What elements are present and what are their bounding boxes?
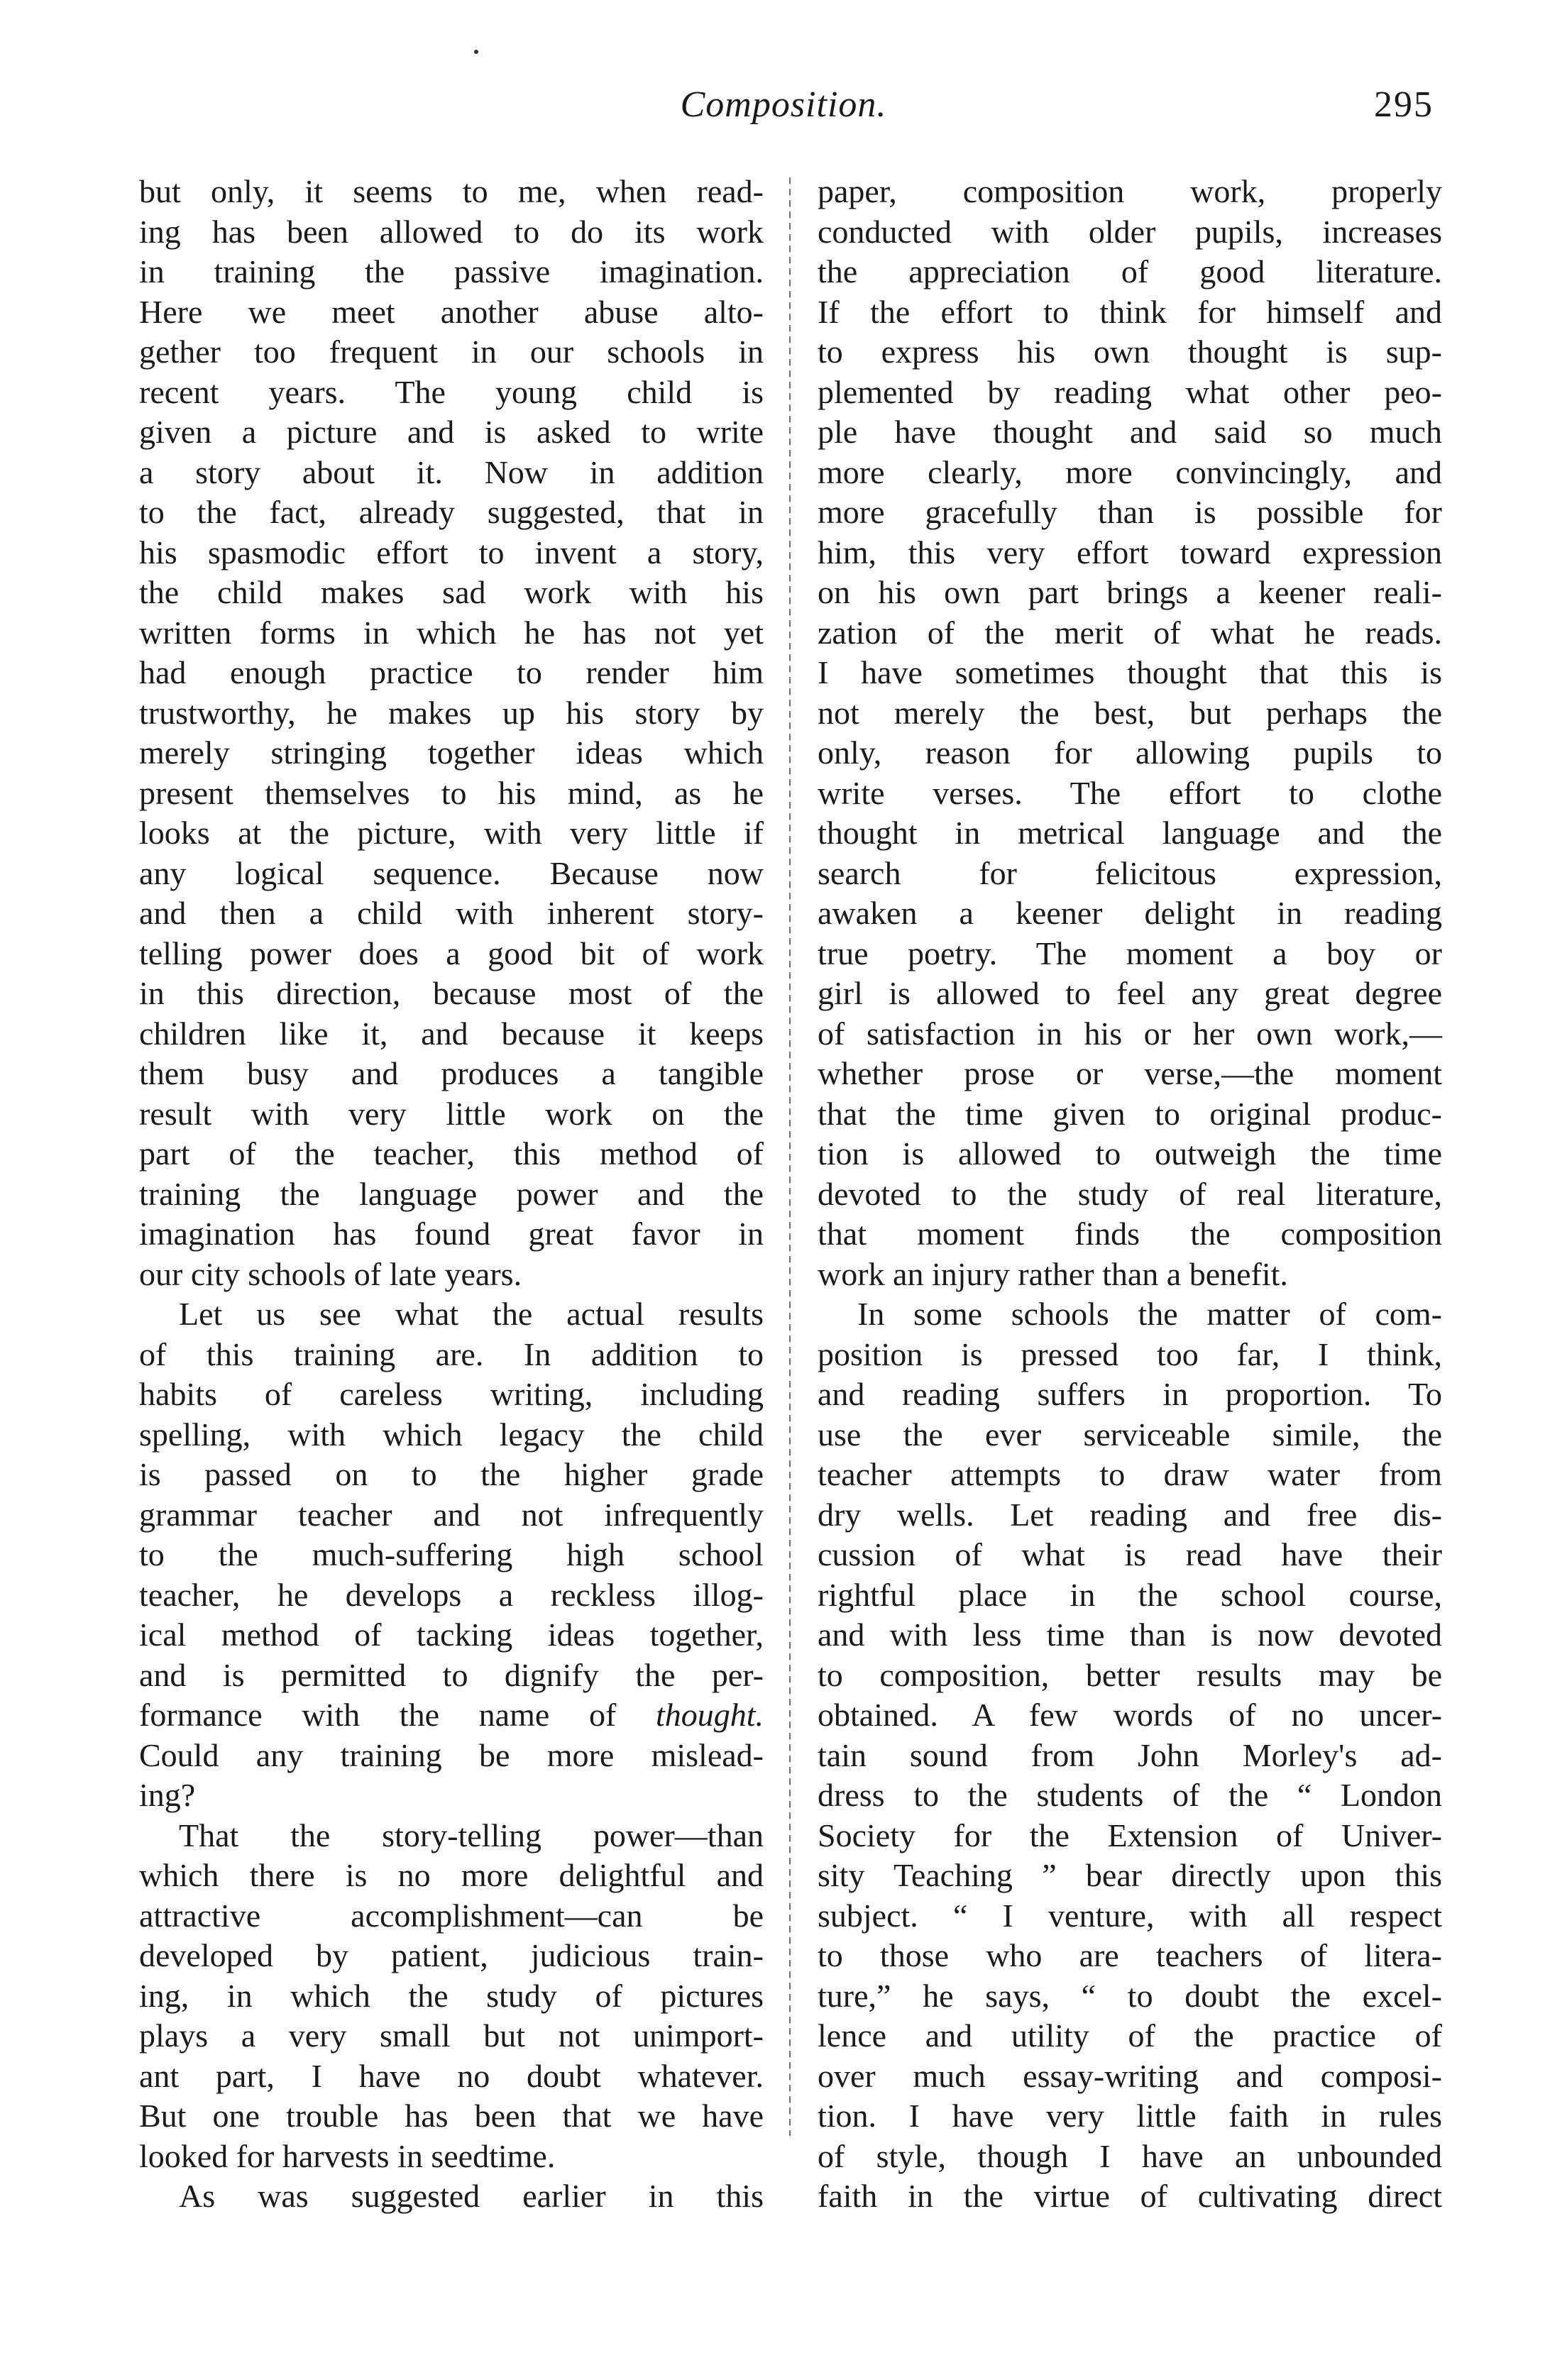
page-number: 295 [1374, 84, 1434, 125]
text-line: looked for harvests in seedtime. [139, 2137, 556, 2174]
text-line: the child makes sad work with his [139, 574, 764, 610]
text-line: recent years. The young child is [139, 373, 764, 410]
text-line: zation of the merit of what he reads. [818, 614, 1442, 651]
text-line: plays a very small but not unimport- [139, 2017, 764, 2054]
text-line: written forms in which he has not yet [139, 614, 764, 651]
text-line: true poetry. The moment a boy or [818, 935, 1442, 971]
text-line: teacher attempts to draw water from [818, 1456, 1442, 1492]
text-line: of style, though I have an unbounded [818, 2137, 1442, 2174]
text-line: Let us see what the actual results [179, 1296, 764, 1332]
text-line: If the effort to think for himself and [818, 293, 1442, 330]
text-line: the appreciation of good literature. [818, 253, 1442, 290]
text-line: our city schools of late years. [139, 1255, 522, 1292]
text-line: girl is allowed to feel any great degree [818, 975, 1442, 1011]
text-line: but only, it seems to me, when read- [139, 173, 764, 209]
text-line: subject. “ I venture, with all respect [818, 1897, 1442, 1934]
text-line: search for felicitous expression, [818, 854, 1442, 891]
text-line: that the time given to original produc- [818, 1095, 1442, 1132]
text-line: tain sound from John Morley's ad- [818, 1736, 1442, 1773]
text-line: result with very little work on the [139, 1095, 764, 1132]
text-line: merely stringing together ideas which [139, 734, 764, 771]
text-line: more gracefully than is possible for [818, 494, 1442, 530]
text-line: lence and utility of the practice of [818, 2017, 1442, 2054]
text-line: sity Teaching ” bear directly upon this [818, 1857, 1442, 1893]
text-line: over much essay-writing and composi- [818, 2057, 1442, 2094]
text-line: not merely the best, but perhaps the [818, 694, 1442, 731]
text-line: children like it, and because it keeps [139, 1015, 764, 1052]
text-line: plemented by reading what other peo- [818, 373, 1442, 410]
text-line: part of the teacher, this method of [139, 1135, 764, 1172]
text-line: developed by patient, judicious train- [139, 1937, 764, 1973]
text-line: ing has been allowed to do its work [139, 213, 764, 250]
text-line: dry wells. Let reading and free dis- [818, 1496, 1442, 1533]
text-line: position is pressed too far, I think, [818, 1335, 1442, 1372]
text-line: I have sometimes thought that this is [818, 654, 1442, 690]
text-line: devoted to the study of real literature, [818, 1175, 1442, 1212]
text-line: ing? [139, 1777, 196, 1813]
text-line: and then a child with inherent story- [139, 895, 764, 931]
text-line: habits of careless writing, including [139, 1376, 764, 1412]
text-line: given a picture and is asked to write [139, 414, 764, 450]
text-line: is passed on to the higher grade [139, 1456, 764, 1492]
text-line: But one trouble has been that we have [139, 2098, 764, 2134]
text-line: telling power does a good bit of work [139, 935, 764, 971]
text-line: formance with the name of thought. [139, 1697, 764, 1733]
text-line: awaken a keener delight in reading [818, 895, 1442, 931]
text-line: trustworthy, he makes up his story by [139, 694, 764, 731]
text-line: to those who are teachers of litera- [818, 1937, 1442, 1973]
text-line: him, this very effort toward expression [818, 534, 1442, 571]
text-line: that moment finds the composition [818, 1216, 1442, 1252]
text-line: teacher, he develops a reckless illog- [139, 1576, 764, 1613]
text-line: and reading suffers in proportion. To [818, 1376, 1442, 1412]
text-line: looks at the picture, with very little if [139, 815, 764, 851]
text-line: to the much-suffering high school [139, 1536, 764, 1572]
text-line: write verses. The effort to clothe [818, 774, 1442, 811]
text-line: in this direction, because most of the [139, 975, 764, 1011]
text-line: cussion of what is read have their [818, 1536, 1442, 1572]
text-line: ical method of tacking ideas together, [139, 1616, 764, 1653]
text-line: spelling, with which legacy the child [139, 1416, 764, 1453]
text-line: work an injury rather than a benefit. [818, 1255, 1288, 1292]
text-line: tion is allowed to outweigh the time [818, 1135, 1442, 1172]
text-line: thought in metrical language and the [818, 815, 1442, 851]
left-column [139, 172, 764, 2217]
text-line: conducted with older pupils, increases [818, 213, 1442, 250]
text-line: in training the passive imagination. [139, 253, 764, 290]
text-line: ing, in which the study of pictures [139, 1977, 764, 2014]
text-line: rightful place in the school course, [818, 1576, 1442, 1613]
text-line: That the story-telling power—than [179, 1817, 764, 1853]
text-line: them busy and produces a tangible [139, 1055, 764, 1091]
text-line: to composition, better results may be [818, 1656, 1442, 1693]
text-line: had enough practice to render him [139, 654, 764, 690]
text-line: of this training are. In addition to [139, 1335, 764, 1372]
text-line: whether prose or verse,—the moment [818, 1055, 1442, 1091]
text-line: only, reason for allowing pupils to [818, 734, 1442, 771]
text-line: use the ever serviceable simile, the [818, 1416, 1442, 1453]
text-line: Society for the Extension of Univer- [818, 1817, 1442, 1853]
text-line: gether too frequent in our schools in [139, 334, 764, 370]
text-line: ant part, I have no doubt whatever. [139, 2057, 764, 2094]
text-line: In some schools the matter of com- [857, 1296, 1442, 1332]
text-line: and is permitted to dignify the per- [139, 1656, 764, 1693]
print-speck [474, 50, 478, 54]
text-line: of satisfaction in his or her own work,— [818, 1015, 1442, 1052]
text-line: more clearly, more convincingly, and [818, 453, 1442, 490]
text-line: to express his own thought is sup- [818, 334, 1442, 370]
text-line: imagination has found great favor in [139, 1216, 764, 1252]
text-line: any logical sequence. Because now [139, 854, 764, 891]
right-column [818, 172, 1442, 2217]
text-line: Here we meet another abuse alto- [139, 293, 764, 330]
text-line: faith in the virtue of cultivating direct [818, 2178, 1442, 2214]
text-line: dress to the students of the “ London [818, 1777, 1442, 1813]
text-line: and with less time than is now devoted [818, 1616, 1442, 1653]
text-line: As was suggested earlier in this [179, 2178, 764, 2214]
text-line: his spasmodic effort to invent a story, [139, 534, 764, 571]
text-line: Could any training be more mislead- [139, 1736, 764, 1773]
text-line: grammar teacher and not infrequently [139, 1496, 764, 1533]
text-line: to the fact, already suggested, that in [139, 494, 764, 530]
text-line: training the language power and the [139, 1175, 764, 1212]
text-line: obtained. A few words of no uncer- [818, 1697, 1442, 1733]
text-line: present themselves to his mind, as he [139, 774, 764, 811]
running-title: Composition. [680, 84, 887, 125]
column-divider [789, 177, 791, 2136]
text-line: which there is no more delightful and [139, 1857, 764, 1893]
text-line: tion. I have very little faith in rules [818, 2098, 1442, 2134]
text-line: attractive accomplishment—can be [139, 1897, 764, 1934]
text-line: paper, composition work, properly [818, 173, 1442, 209]
text-line: ture,” he says, “ to doubt the excel- [818, 1977, 1442, 2014]
text-line: a story about it. Now in addition [139, 453, 764, 490]
text-line: ple have thought and said so much [818, 414, 1442, 450]
text-line: on his own part brings a keener reali- [818, 574, 1442, 610]
